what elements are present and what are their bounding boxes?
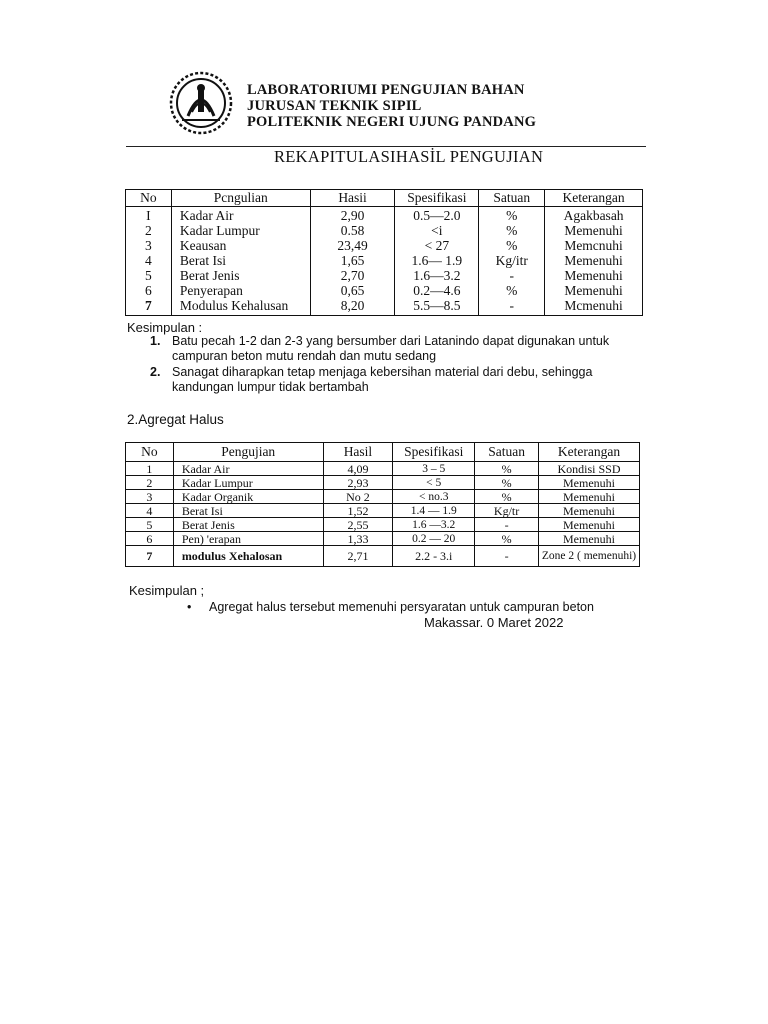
cell-no: 4 [126, 253, 172, 268]
cell-unit: % [475, 490, 539, 504]
cell-note: Mcmenuhi [545, 298, 643, 316]
cell-result: 2,70 [310, 268, 395, 283]
cell-spec: < no.3 [393, 490, 475, 504]
cell-note: Agakbasah [545, 207, 643, 224]
cell-unit: % [479, 223, 545, 238]
column-header: Pengujian [173, 443, 323, 462]
column-header: Satuan [479, 190, 545, 207]
table-row [126, 283, 643, 298]
cell-no: 6 [126, 532, 174, 546]
cell-unit: % [475, 476, 539, 490]
column-header: Hasii [310, 190, 395, 207]
cell-result: 1,33 [323, 532, 393, 546]
cell-name: Keausan [171, 238, 310, 253]
cell-unit: % [479, 207, 545, 224]
item-text-line: Batu pecah 1-2 dan 2-3 yang bersumber dari Latanindo dapat digunakan untuk [172, 334, 610, 348]
cell-unit: % [479, 283, 545, 298]
column-header: Hasil [323, 443, 393, 462]
org-line-1: LABORATORIUMI PENGUJIAN BAHAN [247, 82, 525, 98]
item-text-line: Sanagat diharapkan tetap menjaga kebersihan material dari debu, sehingga [172, 365, 593, 379]
column-header: No [126, 443, 174, 462]
bullet-icon: • [187, 600, 192, 614]
cell-result: 8,20 [310, 298, 395, 316]
cell-spec: 1.6 —3.2 [393, 518, 475, 532]
cell-result: 2,90 [310, 207, 395, 224]
cell-unit: - [479, 298, 545, 316]
item-number: 1. [150, 334, 161, 348]
cell-result: 1,65 [310, 253, 395, 268]
conclusion-bullet [187, 600, 594, 614]
table-row [126, 532, 640, 546]
cell-name: Modulus Kehalusan [171, 298, 310, 316]
table-row [126, 462, 640, 476]
cell-result: 2,71 [323, 546, 393, 567]
table-row [126, 253, 643, 268]
cell-note: Memenuhi [539, 504, 640, 518]
cell-unit: % [475, 532, 539, 546]
column-header: No [126, 190, 172, 207]
cell-no: 2 [126, 476, 174, 490]
cell-spec: 1.6—3.2 [395, 268, 479, 283]
table-row [126, 476, 640, 490]
table-row [126, 223, 643, 238]
cell-spec: < 5 [393, 476, 475, 490]
place-date: Makassar. 0 Maret 2022 [424, 615, 564, 630]
table-row [126, 238, 643, 253]
column-header: Keterangan [545, 190, 643, 207]
cell-no: 5 [126, 518, 174, 532]
cell-result: No 2 [323, 490, 393, 504]
table-header-row [126, 190, 643, 207]
cell-no: 7 [126, 298, 172, 316]
bullet-text: Agregat halus tersebut memenuhi persyaratan untuk campuran beton [209, 600, 594, 614]
cell-unit: - [479, 268, 545, 283]
cell-spec: < 27 [395, 238, 479, 253]
cell-no: 7 [126, 546, 174, 567]
cell-result: 0,65 [310, 283, 395, 298]
cell-note: Memenuhi [545, 268, 643, 283]
cell-no: I [126, 207, 172, 224]
table-row [126, 504, 640, 518]
cell-no: 5 [126, 268, 172, 283]
cell-no: 3 [126, 238, 172, 253]
column-header: Spesifikasi [393, 443, 475, 462]
section-heading: 2.Agregat Halus [127, 412, 224, 427]
cell-name: Berat Isi [173, 504, 323, 518]
table-row [126, 518, 640, 532]
cell-name: Kadar Lumpur [171, 223, 310, 238]
conclusion-item [150, 365, 592, 395]
table-row [126, 268, 643, 283]
table-row [126, 546, 640, 567]
cell-no: 2 [126, 223, 172, 238]
cell-result: 0.58 [310, 223, 395, 238]
table-row [126, 490, 640, 504]
cell-no: 1 [126, 462, 174, 476]
cell-spec: 0.2—4.6 [395, 283, 479, 298]
cell-spec: 0.2 — 20 [393, 532, 475, 546]
cell-unit: - [475, 546, 539, 567]
cell-name: Kadar Air [171, 207, 310, 224]
cell-spec: 0.5—2.0 [395, 207, 479, 224]
cell-spec: 5.5—8.5 [395, 298, 479, 316]
cell-no: 6 [126, 283, 172, 298]
table-row [126, 298, 643, 316]
cell-spec: 1.6— 1.9 [395, 253, 479, 268]
cell-spec: 1.4 — 1.9 [393, 504, 475, 518]
document-title: REKAPITULASIHASİL PENGUJIAN [274, 147, 544, 166]
cell-name: Berat Isi [171, 253, 310, 268]
cell-name: Berat Jenis [171, 268, 310, 283]
cell-note: Memenuhi [545, 283, 643, 298]
cell-note: Memenuhi [539, 490, 640, 504]
results-table-fine [125, 442, 640, 567]
cell-unit: Kg/itr [479, 253, 545, 268]
item-text-line: kandungan lumpur tidak bertambah [172, 380, 369, 394]
cell-name: Kadar Lumpur [173, 476, 323, 490]
cell-note: Memenuhi [545, 253, 643, 268]
table-header-row [126, 443, 640, 462]
cell-unit: - [475, 518, 539, 532]
cell-name: modulus Xehalosan [173, 546, 323, 567]
cell-spec: <i [395, 223, 479, 238]
cell-no: 4 [126, 504, 174, 518]
cell-note: Memenuhi [539, 532, 640, 546]
cell-note: Memenuhi [539, 476, 640, 490]
cell-no: 3 [126, 490, 174, 504]
cell-result: 1,52 [323, 504, 393, 518]
institution-header [247, 82, 536, 130]
item-text-line: campuran beton mutu rendah dan mutu sedang [172, 349, 437, 363]
results-table-coarse [125, 189, 643, 316]
cell-note: Memcnuhi [545, 238, 643, 253]
cell-spec: 2.2 - 3.i [393, 546, 475, 567]
cell-name: Berat Jenis [173, 518, 323, 532]
conclusion-label: Kesimpulan : [127, 320, 203, 335]
cell-name: Kadar Organik [173, 490, 323, 504]
cell-name: Pen) 'erapan [173, 532, 323, 546]
cell-unit: % [475, 462, 539, 476]
conclusion-label: Kesimpulan ; [129, 583, 205, 598]
cell-unit: Kg/tr [475, 504, 539, 518]
column-header: Satuan [475, 443, 539, 462]
item-number: 2. [150, 365, 161, 379]
table-row [126, 207, 643, 224]
cell-result: 2,55 [323, 518, 393, 532]
cell-result: 2,93 [323, 476, 393, 490]
cell-note: Zone 2 ( memenuhi) [539, 546, 640, 567]
column-header: Pcngulian [171, 190, 310, 207]
column-header: Spesifikasi [395, 190, 479, 207]
org-line-2: JURUSAN TEKNIK SIPIL [247, 98, 422, 114]
cell-result: 4,09 [323, 462, 393, 476]
cell-note: Memenuhi [545, 223, 643, 238]
cell-note: Memenuhi [539, 518, 640, 532]
cell-spec: 3 – 5 [393, 462, 475, 476]
cell-name: Kadar Air [173, 462, 323, 476]
org-line-3: POLITEKNIK NEGERI UJUNG PANDANG [247, 114, 537, 130]
column-header: Keterangan [539, 443, 640, 462]
cell-result: 23,49 [310, 238, 395, 253]
cell-name: Penyerapan [171, 283, 310, 298]
institution-seal-icon [168, 70, 234, 136]
cell-unit: % [479, 238, 545, 253]
cell-note: Kondisi SSD [539, 462, 640, 476]
conclusion-item [150, 334, 609, 364]
